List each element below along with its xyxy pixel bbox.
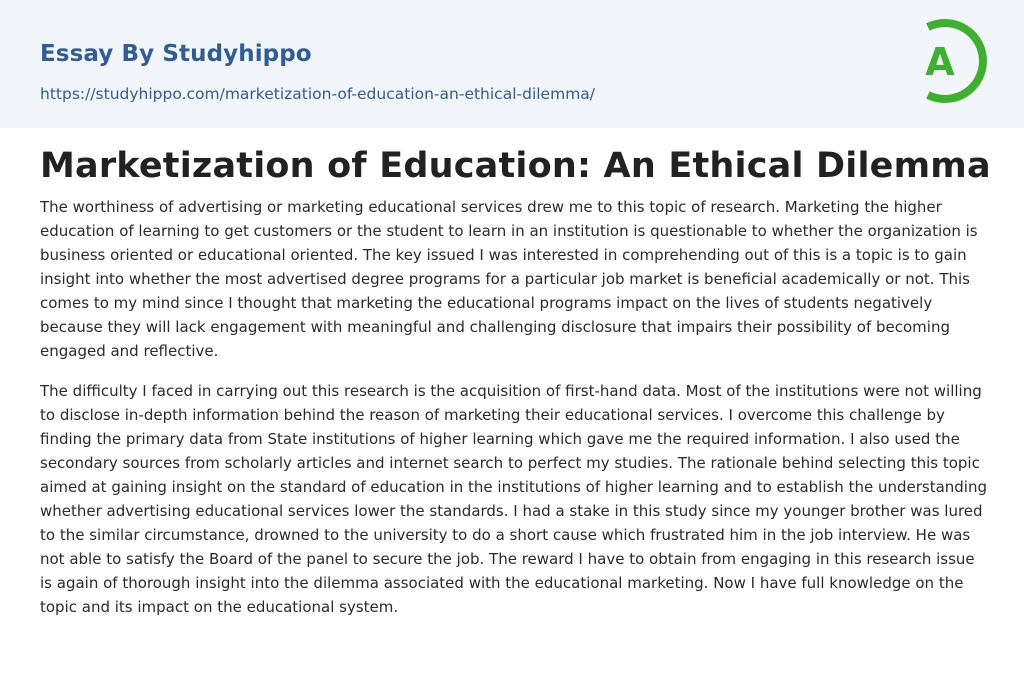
site-header bbox=[0, 0, 1024, 128]
essay-paragraph: The worthiness of advertising or marketing educational services drew me to this topic of research. Marketing the higher education of learning to get customers or the student to learn in an institution is questionable to whether the organization is business oriented or educational oriented. The key issued I was interested in comprehending out of this is a topic is to gain insight into whether the most advertised degree programs for a particular job market is beneficial academically or not. This comes to my mind since I thought that marketing the educational programs impact on the lives of students negatively because they will lack engagement with meaningful and challenging disclosure that impairs their possibility of becoming engaged and reflective. bbox=[40, 198, 978, 360]
studyhippo-logo-icon[interactable] bbox=[904, 18, 990, 104]
essay-url-link[interactable]: https://studyhippo.com/marketization-of-education-an-ethical-dilemma/ bbox=[40, 85, 596, 103]
site-brand[interactable]: Essay By Studyhippo bbox=[40, 41, 312, 67]
essay-body bbox=[40, 195, 988, 635]
page-title: Marketization of Education: An Ethical Dilemma bbox=[40, 146, 991, 186]
logo-letter: A bbox=[925, 40, 955, 84]
essay-paragraph: The difficulty I faced in carrying out this research is the acquisition of first-hand data. Most of the institutions were not willing to disclose in-depth information behind the reason of marketing their educational services. I overcome this challenge by finding the primary data from State institutions of higher learning which gave me the required information. I also used the secondary sources from scholarly articles and internet search to perfect my studies. The rationale behind selecting this topic aimed at gaining insight on the standard of education in the institutions of higher learning and to establish the understanding whether advertising educational services lower the standards. I had a stake in this study since my younger brother was lured to the similar circumstance, drowned to the university to do a short cause which frustrated him in the job interview. He was not able to satisfy the Board of the panel to secure the job. The reward I have to obtain from engaging in this research issue is again of thorough insight into the dilemma associated with the educational marketing. Now I have full knowledge on the topic and its impact on the educational system. bbox=[40, 382, 988, 616]
